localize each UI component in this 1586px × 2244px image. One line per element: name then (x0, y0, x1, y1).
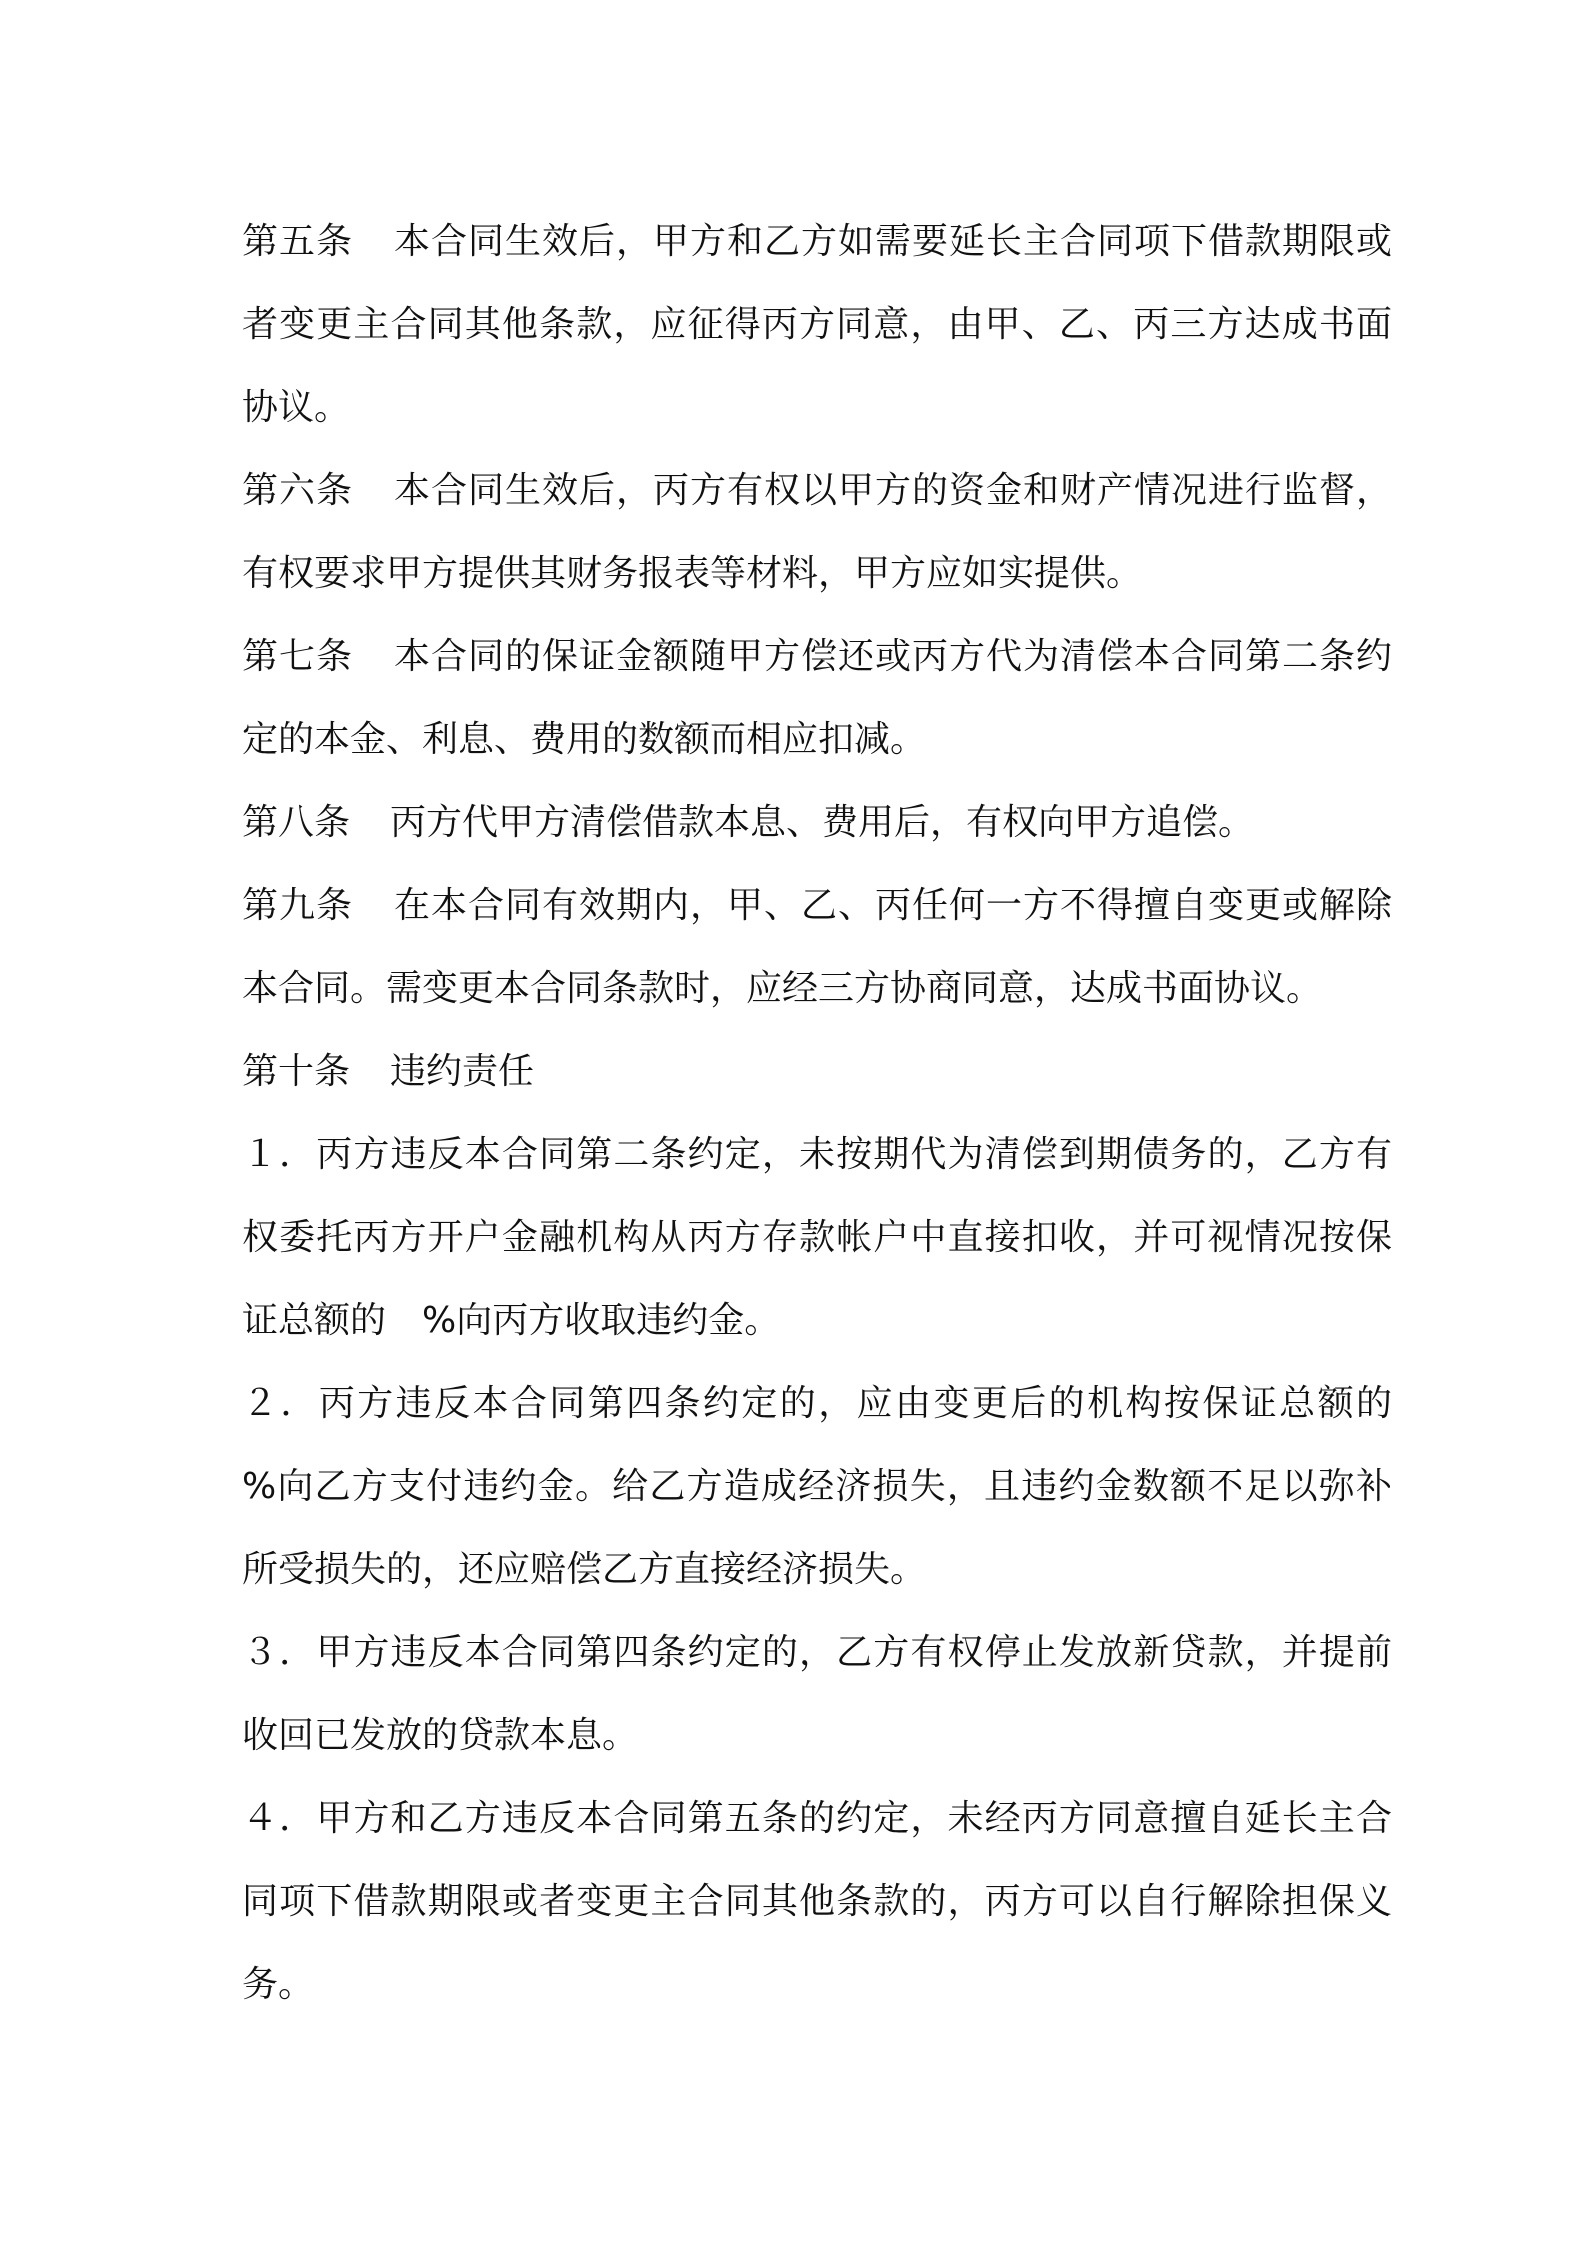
article-label: 第九条 (242, 885, 353, 926)
article-10 (242, 1030, 1392, 1113)
article-label: 第十条 (242, 1051, 351, 1092)
document-body (242, 200, 1429, 2026)
article-text: 本合同的保证金额随甲方偿还或丙方代为清偿本合同第二条约定的本金、利息、费用的数额而相应扣减。 (242, 636, 1392, 760)
article-text: 在本合同有效期内，甲、乙、丙任何一方不得擅自变更或解除本合同。需变更本合同条款时，应经三方协商同意，达成书面协议。 (242, 885, 1392, 1009)
clause-4: ４．甲方和乙方违反本合同第五条的约定，未经丙方同意擅自延长主合同项下借款期限或者变更主合同其他条款的，丙方可以自行解除担保义务。 (242, 1798, 1392, 2005)
article-7 (242, 615, 1392, 781)
clause-2: ２．丙方违反本合同第四条约定的，应由变更后的机构按保证总额的 %向乙方支付违约金。给乙方造成经济损失，且违约金数额不足以弥补所受损失的，还应赔偿乙方直接经济损失。 (242, 1383, 1429, 1590)
article-9 (242, 864, 1392, 1030)
article-text: 本合同生效后，丙方有权以甲方的资金和财产情况进行监督，有权要求甲方提供其财务报表等材料，甲方应如实提供。 (242, 470, 1392, 594)
article-text: 本合同生效后，甲方和乙方如需要延长主合同项下借款期限或者变更主合同其他条款，应征得丙方同意，由甲、乙、丙三方达成书面协议。 (242, 221, 1392, 428)
article-6 (242, 449, 1392, 615)
clause-1: １．丙方违反本合同第二条约定，未按期代为清偿到期债务的，乙方有权委托丙方开户金融机构从丙方存款帐户中直接扣收，并可视情况按保证总额的 %向丙方收取违约金。 (242, 1134, 1392, 1341)
clause-3: ３．甲方违反本合同第四条约定的，乙方有权停止发放新贷款，并提前收回已发放的贷款本息。 (242, 1632, 1392, 1756)
article-label: 第五条 (242, 221, 353, 262)
article-5 (242, 200, 1392, 449)
article-label: 第七条 (242, 636, 353, 677)
article-text: 违约责任 (390, 1051, 535, 1092)
article-label: 第八条 (242, 802, 351, 843)
article-8 (242, 781, 1392, 864)
article-label: 第六条 (242, 470, 353, 511)
article-text: 丙方代甲方清偿借款本息、费用后，有权向甲方追偿。 (390, 802, 1255, 843)
